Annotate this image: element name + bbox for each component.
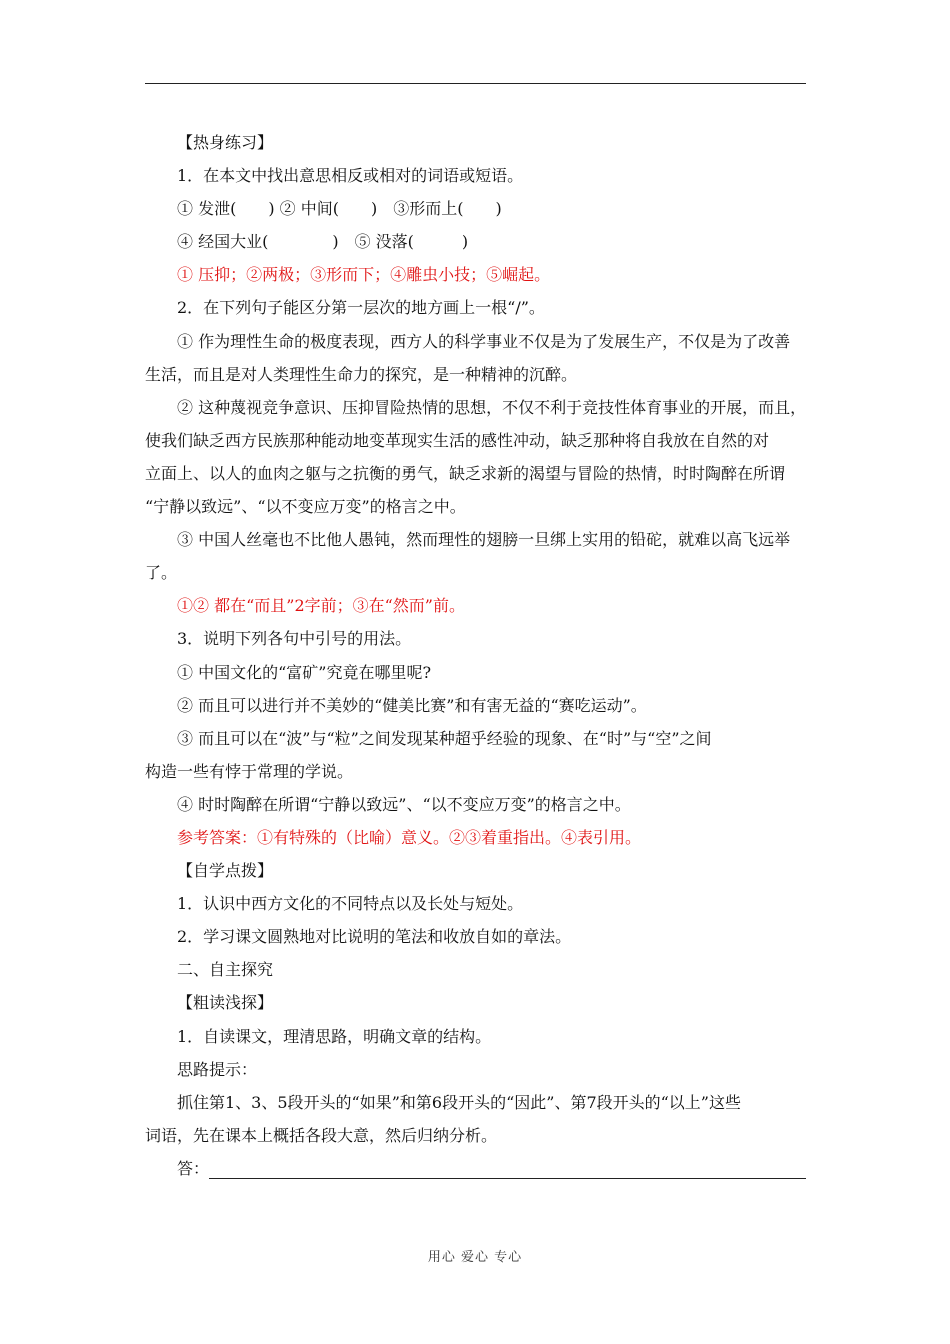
text-line: 生活，而且是对人类理性生命力的探究，是一种精神的沉醉。	[145, 364, 578, 384]
text-line: ④ 时时陶醉在所谓“宁静以致远”、“以不变应万变”的格言之中。	[177, 794, 631, 814]
answer-blank[interactable]	[209, 1178, 806, 1179]
header-rule	[145, 83, 806, 84]
page-footer: 用心 爱心 专心	[427, 1250, 523, 1265]
answer-text-line: ① 压抑；②两极；③形而下；④雕虫小技；⑤崛起。	[177, 265, 551, 285]
text-line: ② 而且可以进行并不美妙的“健美比赛”和有害无益的“赛吃运动”。	[177, 695, 647, 715]
answer-text-line: 参考答案：①有特殊的（比喻）意义。②③着重指出。④表引用。	[177, 827, 642, 847]
text-line: 【热身练习】	[177, 133, 274, 152]
answer-line	[145, 1152, 806, 1185]
text-line: 了。	[145, 563, 178, 583]
text-lines	[145, 126, 806, 1152]
text-line: ① 作为理性生命的极度表现，西方人的科学事业不仅是为了发展生产，不仅是为了改善	[177, 331, 791, 351]
text-line: 1．自读课文，理清思路，明确文章的结构。	[177, 1026, 492, 1046]
text-line: 【粗读浅探】	[177, 993, 274, 1013]
answer-label: 答：	[177, 1158, 210, 1178]
answer-text-line: ①② 都在“而且”2字前；③在“然而”前。	[177, 596, 465, 616]
text-line: ③ 中国人丝毫也不比他人愚钝，然而理性的翅膀一旦绑上实用的铅砣，就难以高飞远举	[177, 530, 791, 550]
text-line: 2．在下列句子能区分第一层次的地方画上一根“/”。	[177, 298, 545, 318]
text-line: 【自学点拨】	[177, 861, 274, 881]
text-line: 二、自主探究	[177, 960, 274, 980]
text-line: 3．说明下列各句中引号的用法。	[177, 629, 412, 649]
text-line: 1．在本文中找出意思相反或相对的词语或短语。	[177, 166, 524, 186]
text-line: 1．认识中西方文化的不同特点以及长处与短处。	[177, 894, 524, 914]
text-line: 2．学习课文圆熟地对比说明的笔法和收放自如的章法。	[177, 927, 572, 947]
text-line: 使我们缺乏西方民族那种能动地变革现实生活的感性冲动，缺乏那种将自我放在自然的对	[145, 430, 770, 450]
text-line: “宁静以致远”、“以不变应万变”的格言之中。	[145, 497, 466, 517]
text-line: 构造一些有悖于常理的学说。	[145, 761, 354, 781]
text-line: ② 这种蔑视竞争意识、压抑冒险热情的思想，不仅不利于竞技性体育事业的开展，而且，	[177, 397, 807, 417]
text-line: ④ 经国大业( ) ⑤ 没落( )	[177, 232, 469, 252]
text-line: ① 中国文化的“富矿”究竟在哪里呢?	[177, 662, 432, 682]
text-line: ③ 而且可以在“波”与“粒”之间发现某种超乎经验的现象、在“时”与“空”之间	[177, 728, 712, 748]
document-body	[145, 126, 806, 1185]
text-line: ① 发泄( ) ② 中间( ) ③形而上( )	[177, 199, 502, 219]
text-line: 词语，先在课本上概括各段大意，然后归纳分析。	[145, 1125, 498, 1145]
text-line: 抓住第1、3、5段开头的“如果”和第6段开头的“因此”、第7段开头的“以上”这些	[177, 1092, 741, 1112]
text-line: 立面上、以人的血肉之躯与之抗衡的勇气，缺乏求新的渴望与冒险的热情，时时陶醉在所谓	[145, 463, 786, 483]
text-line: 思路提示：	[177, 1059, 258, 1079]
